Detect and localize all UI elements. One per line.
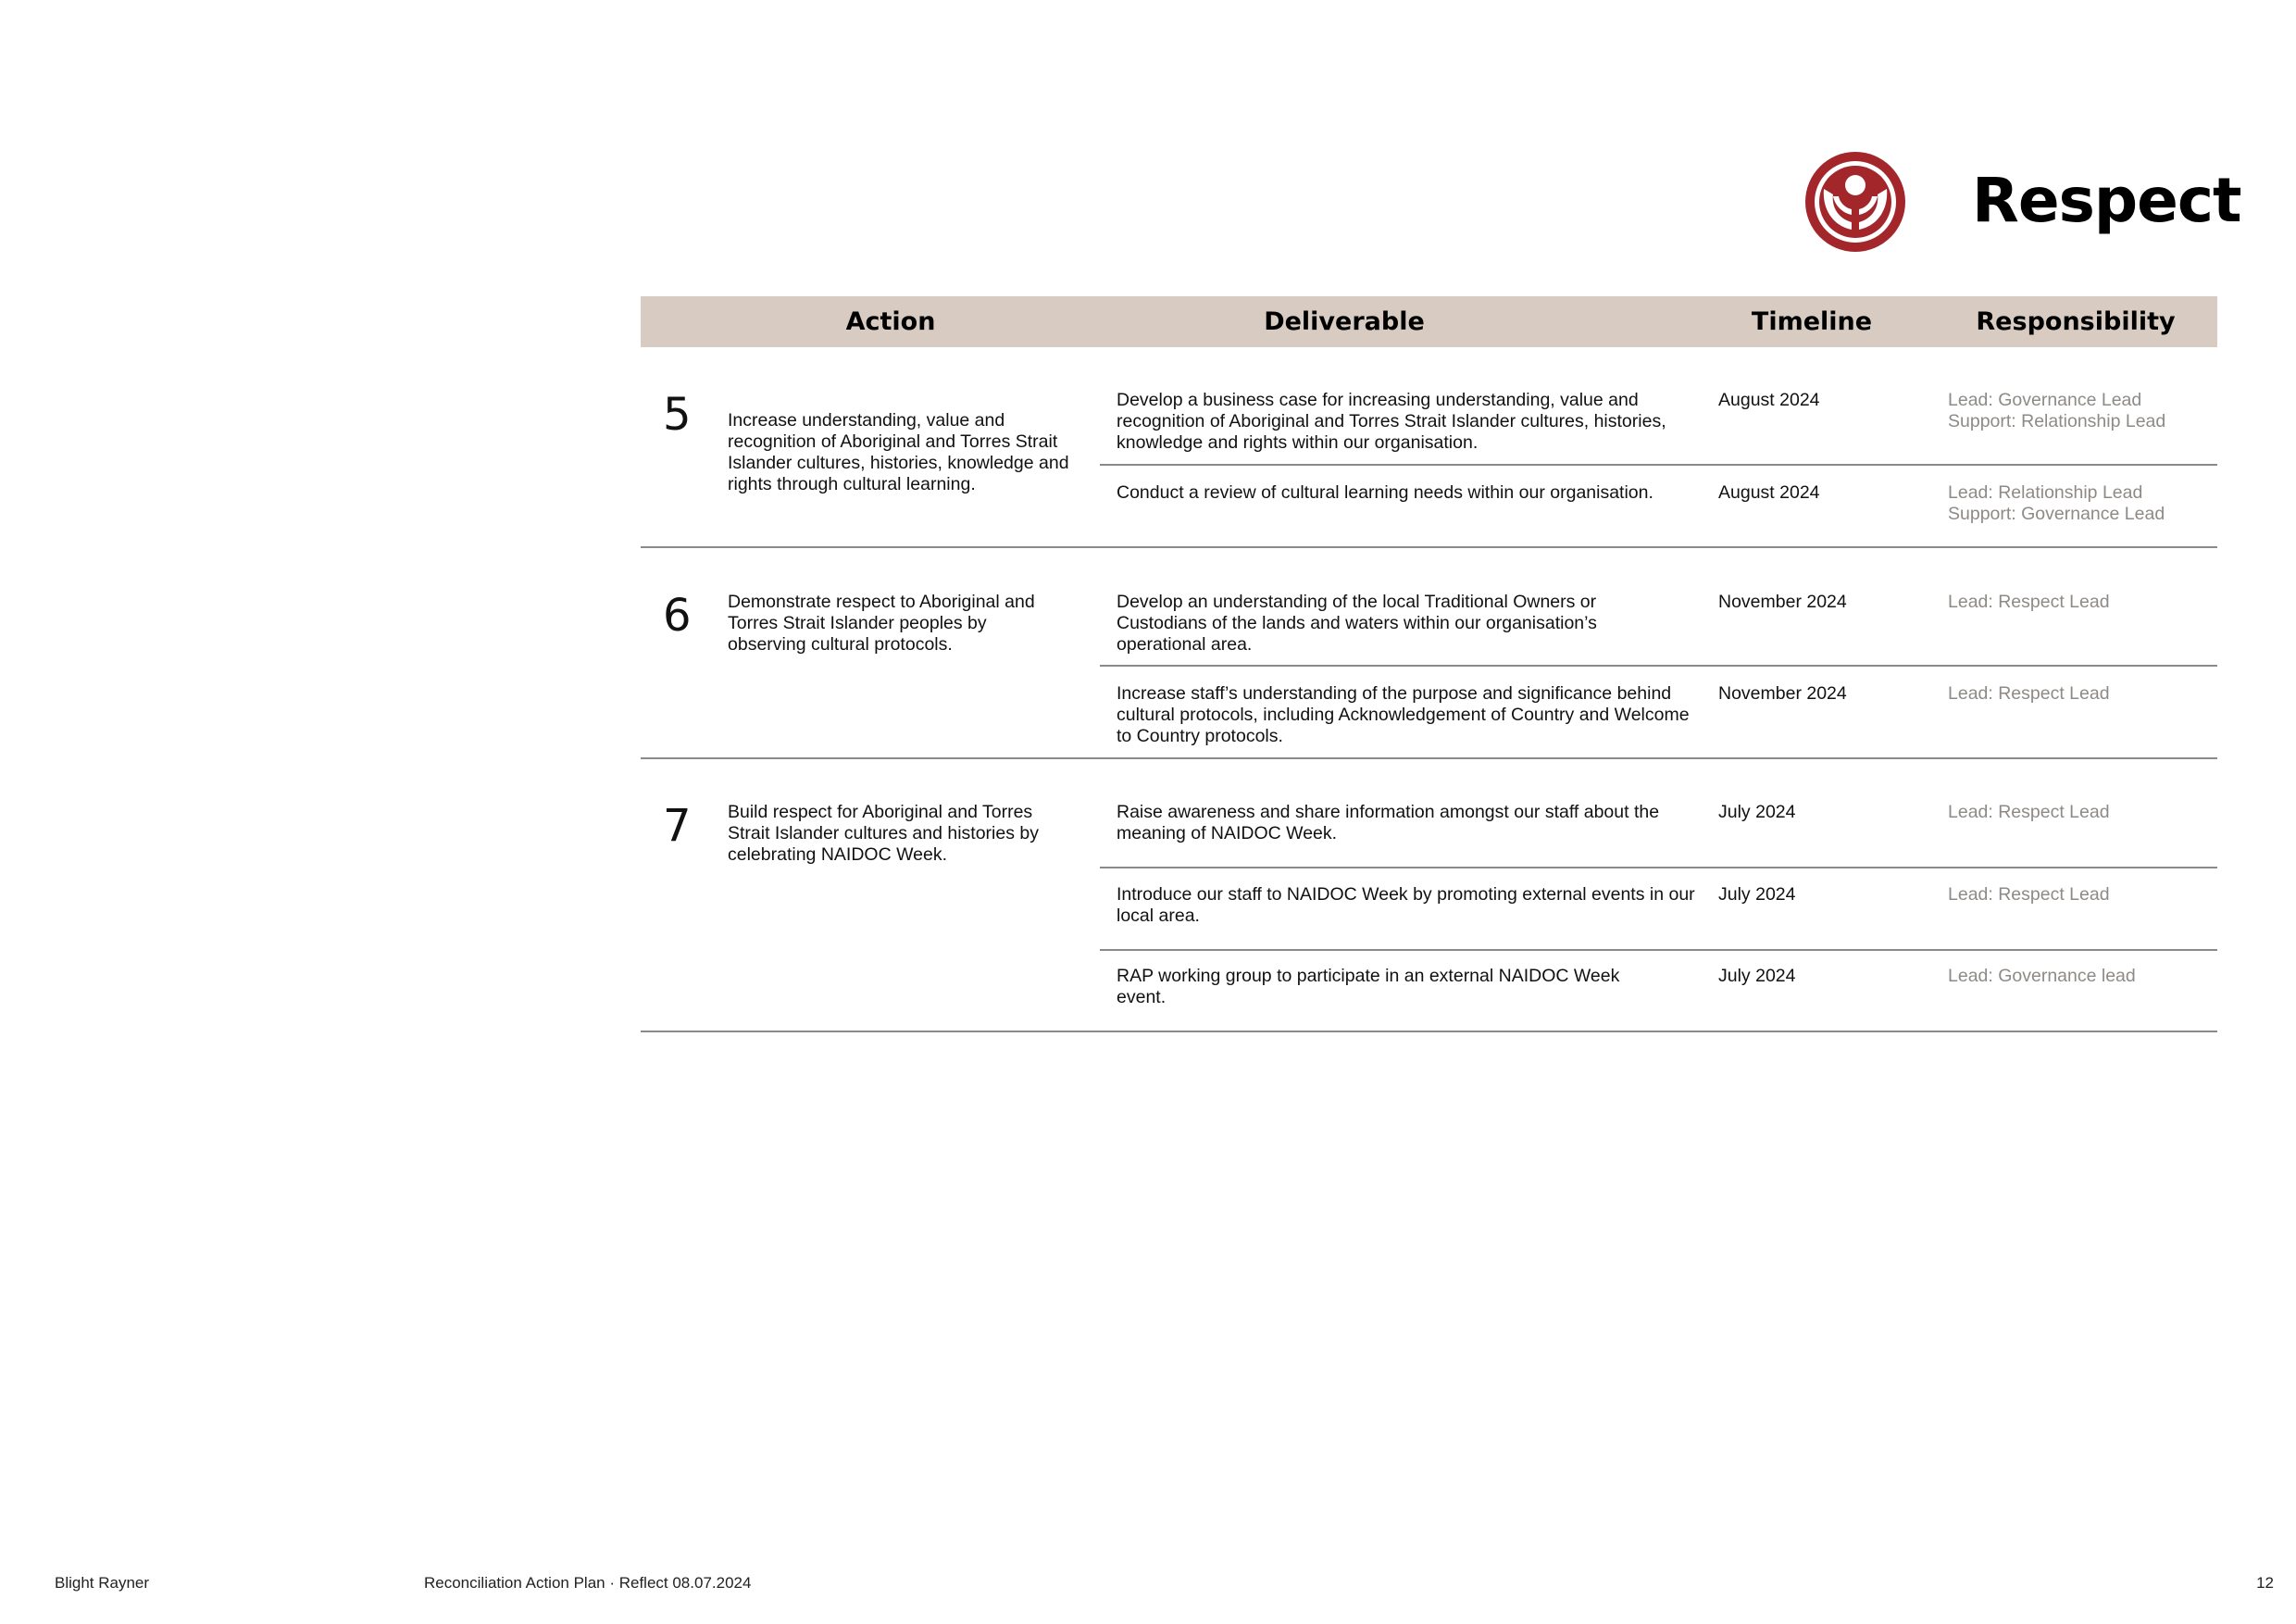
page-title: Respect [1972, 165, 2241, 236]
timeline-text: August 2024 [1718, 482, 1820, 503]
section-divider [641, 757, 2217, 759]
deliverable-text: Conduct a review of cultural learning needs within our organisation. [1117, 482, 1653, 503]
action-number: 5 [663, 389, 692, 441]
table-header [641, 296, 2217, 347]
action-description: Increase understanding, value and recognition of Aboriginal and Torres Strait Islander cultures, histories, knowledge and rights through cultural learning. [728, 410, 1069, 494]
responsibility-support: Support: Governance Lead [1948, 504, 2165, 524]
timeline-text: July 2024 [1718, 884, 1796, 905]
action-description: Demonstrate respect to Aboriginal and Torres Strait Islander peoples by observing cultural protocols. [728, 592, 1035, 655]
row-divider [1100, 949, 2217, 951]
deliverable-text: Raise awareness and share information amongst our staff about the meaning of NAIDOC Week. [1117, 802, 1660, 843]
deliverable-text: RAP working group to participate in an external NAIDOC Week event. [1117, 966, 1620, 1007]
deliverable-text: Introduce our staff to NAIDOC Week by promoting external events in our local area. [1117, 884, 1695, 926]
row-divider [1100, 464, 2217, 466]
column-header-action: Action [845, 307, 936, 336]
timeline-text: July 2024 [1718, 966, 1796, 986]
row-divider [1100, 867, 2217, 868]
responsibility-lead: Lead: Governance lead [1948, 966, 2136, 986]
column-header-responsibility: Responsibility [1976, 307, 2176, 336]
section-divider [641, 1031, 2217, 1032]
timeline-text: November 2024 [1718, 592, 1847, 612]
responsibility-lead: Lead: Relationship Lead [1948, 482, 2143, 503]
deliverable-text: Develop a business case for increasing understanding, value and recognition of Aboriginal and Torres Strait Islander cultures, histories, knowledge and rights within our organisation. [1117, 390, 1666, 453]
timeline-text: July 2024 [1718, 802, 1796, 822]
action-description: Build respect for Aboriginal and Torres Strait Islander cultures and histories by celebrating NAIDOC Week. [728, 802, 1039, 865]
responsibility-lead: Lead: Respect Lead [1948, 592, 2110, 612]
column-header-deliverable: Deliverable [1264, 307, 1425, 336]
responsibility-lead: Lead: Respect Lead [1948, 683, 2110, 704]
responsibility-lead: Lead: Governance Lead [1948, 390, 2142, 410]
column-header-timeline: Timeline [1751, 307, 1873, 336]
deliverable-text: Increase staff’s understanding of the purpose and significance behind cultural protocols, including Acknowledgement of Country and Welcome to Country protocols. [1117, 683, 1690, 746]
action-number: 6 [663, 590, 692, 642]
responsibility-lead: Lead: Respect Lead [1948, 802, 2110, 822]
page-number: 12 [2256, 1574, 2274, 1592]
responsibility-support: Support: Relationship Lead [1948, 411, 2166, 431]
respect-hands-icon [1802, 148, 1909, 256]
responsibility-lead: Lead: Respect Lead [1948, 884, 2110, 905]
deliverable-text: Develop an understanding of the local Traditional Owners or Custodians of the lands and waters within our organisation’s operational area. [1117, 592, 1597, 655]
action-number: 7 [663, 800, 692, 852]
footer-document-title: Reconciliation Action Plan · Reflect 08.07.2024 [424, 1574, 752, 1592]
timeline-text: November 2024 [1718, 683, 1847, 704]
timeline-text: August 2024 [1718, 390, 1820, 410]
row-divider [1100, 665, 2217, 667]
footer-company: Blight Rayner [55, 1574, 150, 1592]
section-divider [641, 546, 2217, 548]
